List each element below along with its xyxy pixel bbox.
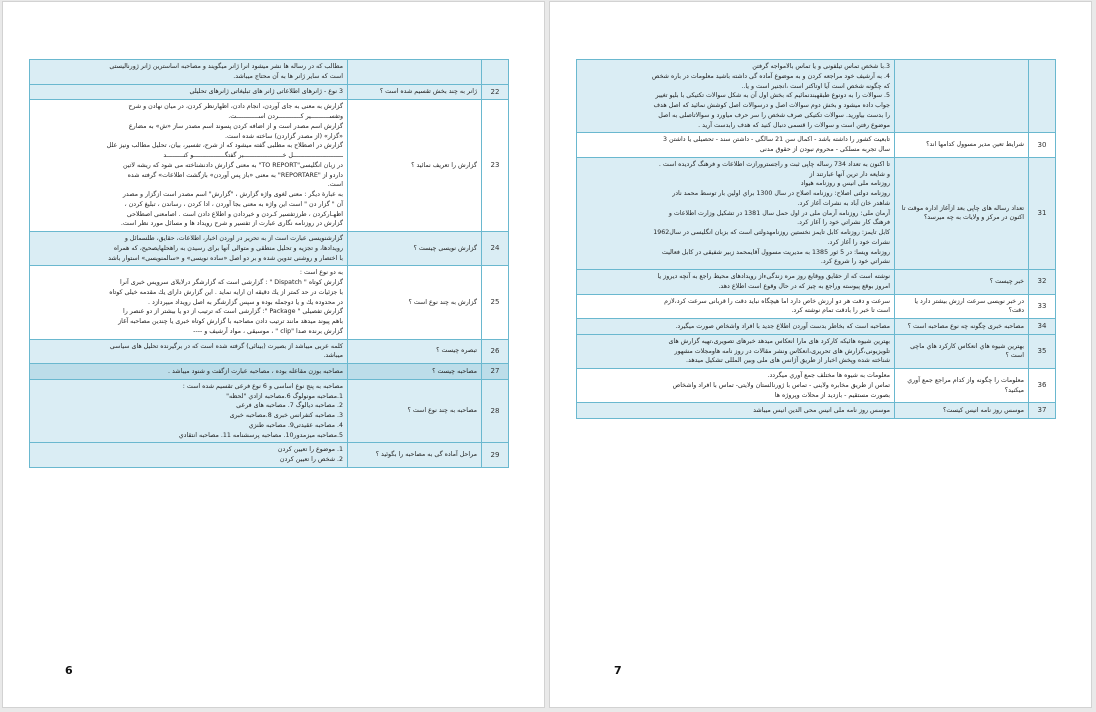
answer-line: 3 نوع - ژانرهای اطلاعاتی ژانر های تبلیغاتی ژانرهای تحلیلی bbox=[189, 88, 343, 96]
answer-line: روزنامه ویسا: در 5 ثور 1385 به مدیریت مسوول آقایمحمد زبیر شفیقی در كابل فعالیت bbox=[661, 248, 890, 256]
question-cell: موسس روز نامه انیس كیست؟ bbox=[895, 403, 1029, 419]
question-cell: گزارش را تعریف نمائید ؟ bbox=[348, 100, 482, 232]
table-row bbox=[30, 339, 509, 364]
answer-cell bbox=[577, 319, 895, 335]
table-row bbox=[577, 369, 1056, 403]
answer-line: تماس از طریق مخابره ولاینی - تماس با ژورنالستان ولایتی- تماس با افراد واشخاص bbox=[672, 381, 890, 389]
answer-line: بصورت مستقیم - بازدید از محلات وپروژه ها bbox=[774, 391, 890, 399]
answer-line: نشراتي خود را شروع كرد. bbox=[820, 258, 890, 266]
row-number: 23 bbox=[482, 100, 509, 232]
question-cell: ژانر به چند بخش تقسیم شده است ؟ bbox=[348, 84, 482, 100]
answer-line: 4. به آرشیف خود مراجعه كردن و به موضوع آماده گی داشته باشید معلومات در باره شخص bbox=[651, 72, 890, 80]
answer-line: شناخته شده وپخش اخبار از طریق آژانس های ملی وبین المللی تشكیل میدهد. bbox=[686, 357, 890, 365]
table-row bbox=[577, 60, 1056, 133]
row-number bbox=[482, 60, 509, 85]
row-number: 29 bbox=[482, 443, 509, 468]
answer-line: آن " گزار دن " است این واژه به معنی بجا آوردن ، ادا كردن ، رساندن ، تبلیغ كردن ، bbox=[124, 200, 343, 208]
table-row bbox=[30, 84, 509, 100]
table-row bbox=[577, 334, 1056, 368]
table-row bbox=[577, 294, 1056, 319]
answer-line: و شایعه دار ترین آنها عبارتند از bbox=[809, 170, 890, 178]
answer-line: ـــــــــــــــــــــــــــل خـــــــــــــــــــــبر گفتگـــــــــــــــــو كنـــــــــد bbox=[163, 152, 343, 160]
qa-table-right bbox=[576, 59, 1056, 419]
answer-line: 2. شخص را تعیین كردن bbox=[279, 456, 343, 464]
answer-line: امروز بوقع پیوسته وراجع به چیز كه در حال وقوع است اطلاع دهد. bbox=[718, 282, 890, 290]
answer-cell bbox=[577, 157, 895, 269]
question-cell: گزارش نویسی چیست ؟ bbox=[348, 232, 482, 266]
question-cell: گزارش به چند نوع است ؟ bbox=[348, 266, 482, 339]
table-row bbox=[30, 379, 509, 443]
answer-line: سال تجربه مسلكی - محروم نبودن از حقوق مدنی bbox=[759, 146, 890, 153]
answer-cell bbox=[30, 60, 348, 85]
page-number-right: 7 bbox=[614, 664, 622, 677]
answer-line: تابعیت كشور را داشته باشد - اكمال سن 21 سالگی - داشتن سند - تحصیلی یا داشتن 3 bbox=[663, 136, 890, 144]
answer-line: 2. مصاحبه دیالوگ 7. مصاحبه های فرعی bbox=[236, 402, 343, 410]
row-number bbox=[1029, 60, 1056, 133]
answer-cell bbox=[30, 100, 348, 232]
answer-line: به عبارة دیگر : معنی لغوی واژه گزارش ، "گزارش" اسم مصدر است ازگزار و مصدر bbox=[122, 191, 343, 199]
table-row bbox=[577, 133, 1056, 158]
answer-line: فرهنگ كار نشراتي خود را آغاز كرد. bbox=[797, 219, 890, 227]
answer-line: 3.با شخص تماس تیلفونی و یا تماس بالامواجه گرفتن bbox=[752, 63, 890, 70]
answer-cell bbox=[577, 294, 895, 319]
answer-line: مطالب كه در رساله ها نشر میشود انرا ژانر میگویند و مصاحبه اساسترین ژانر ژورنالیستی bbox=[109, 63, 343, 70]
answer-cell bbox=[30, 339, 348, 364]
question-cell: در خبر نویسی سرعت ارزش بیشتر دارد یا دقت؟ bbox=[895, 294, 1029, 319]
answer-cell bbox=[577, 133, 895, 158]
question-cell: مصاحبه چیست ؟ bbox=[348, 364, 482, 380]
question-cell: تبصره چیست ؟ bbox=[348, 339, 482, 364]
table-row bbox=[30, 60, 509, 85]
question-cell: خبر چیست ؟ bbox=[895, 270, 1029, 295]
table-row bbox=[30, 443, 509, 468]
question-cell: مصاحبه به چند نوع است ؟ bbox=[348, 379, 482, 443]
answer-line: است كه سایر ژانر ها به آن محتاج میباشد. bbox=[233, 72, 343, 80]
answer-cell bbox=[577, 60, 895, 133]
answer-cell bbox=[577, 270, 895, 295]
row-number: 22 bbox=[482, 84, 509, 100]
table-row bbox=[577, 157, 1056, 269]
table-row bbox=[30, 232, 509, 266]
answer-line: آرمان ملی: روزنامه آرمان ملی در اول حمل سال 1381 در تشكیل وزارت اطلاعات و bbox=[668, 209, 890, 217]
answer-line: در محدوده یك و یا دوجمله بوده و سپس گزارشگر به اصل رویداد میپردازد . bbox=[148, 298, 343, 306]
answer-line: 5.مصاحبه میزمدور10. مصاحبه پرسشنامه 11. مصاحبه انتقادي bbox=[178, 431, 343, 439]
answer-line: نوشته است كه از حقایق ووقایع روز مره زندگیءاز رویدادهای محیط راجع به آنچه دیروز یا bbox=[657, 273, 890, 280]
answer-line: «گزار» (از مصدر گزاردن) ساخته شده است. bbox=[224, 132, 343, 140]
answer-line: مصاحبه به پنج نوع اساسی و 6 نوع فرعی تقسیم شده است : bbox=[182, 382, 343, 390]
answer-cell bbox=[30, 232, 348, 266]
table-row bbox=[577, 319, 1056, 335]
answer-line: رویدادها، و تجزیه و تحلیل منطقی و متوالی آنها برای رسیدن به راهحلهایصحیح، كه همراه bbox=[113, 244, 343, 252]
answer-line: 4. مصاحبه عقیدتی9. مصاحبه طنزي bbox=[248, 421, 343, 429]
answer-line: گزارش برنده صدا "clip " ، موسیقی ، مواد آرشیف و ---- bbox=[193, 327, 343, 335]
question-cell bbox=[348, 60, 482, 85]
answer-line: بهترین شیوه هائیكه كاركرد های مارا انعكاس میدهد خبرهای تصویری،تهیه گزارش های bbox=[668, 337, 890, 345]
answer-line: به دو نوع است : bbox=[299, 269, 343, 277]
answer-line: داردو از "REPORTARE" به معنی «باز پس آوردن» بازگشت اطلاعات» گرفته شده bbox=[127, 171, 343, 179]
table-row bbox=[577, 270, 1056, 295]
answer-line: كلمه عربی میباشد از بصیرت (بینائی) گرفته شده است كه در برگیرنده تحلیل های سیاسی bbox=[109, 342, 343, 350]
answer-line: سرعت و دقت هر دو ارزش خاص دارد اما هیچگاه نباید دقت را قربانی سرعت كرد،لازم bbox=[664, 297, 890, 305]
right-page bbox=[549, 1, 1092, 708]
row-number: 26 bbox=[482, 339, 509, 364]
answer-line: گزارش به معنی به جای آوردن، انجام دادن، اظهارنظر كردن، در میان نهادن و شرح bbox=[128, 103, 343, 111]
row-number: 34 bbox=[1029, 319, 1056, 335]
answer-line: است. bbox=[327, 181, 343, 189]
answer-line: 1.مصاحبه مونولوگ 6.مصاحبه ازادي "لحظه" bbox=[226, 392, 343, 400]
answer-line: میباشد. bbox=[323, 352, 343, 360]
table-row bbox=[30, 266, 509, 339]
answer-line: با جزئیات در حد كمتر از یك دقیقه ان ارایه نماید . این گزارش دارای یك مقدمه خیلی كوتاه bbox=[109, 288, 343, 296]
answer-line: گزارشنویسی عبارت است از به تحریر در اوردن اخبار، اطلاعات، حقایق، طلسمائل و bbox=[124, 235, 343, 243]
question-cell: تعداد رساله های چاپی بعد ازآغاز اداره موقت تا اكنون در مركز و ولایات به چه میرسد؟ bbox=[895, 157, 1029, 269]
answer-line: اظهـاركردن ، طرزتفسیر كـردن و خیردادن و اطلاع دادن است . اصامعنی اصطلاحی bbox=[126, 210, 343, 218]
row-number: 35 bbox=[1029, 334, 1056, 368]
answer-line: موضوع رفتن است و سوالات را قسمی دنبال كنید كه هدف رابدست آرید . bbox=[698, 121, 890, 129]
answer-line: مصاحبه است كه بخاطر بدست آوردن اطلاع جدید با افراد واشخاص صورت میگیرد. bbox=[675, 322, 890, 330]
answer-line: موسس روز نامه ملی انیس محی الدین انیس میباشد bbox=[753, 406, 890, 414]
answer-cell bbox=[30, 379, 348, 443]
answer-line: تا اكنون به تعداد 734 رساله چاپی ثبت و راجسترورازت اطلاعات و فرهنگ گردیده است . bbox=[658, 160, 890, 168]
question-cell: مراحل آماده گی به مصاحبه را بگوئید ؟ bbox=[348, 443, 482, 468]
answer-line: مصاحبه بوزن مقاعله بوده ، مصاحبه عبارت ازگفت و شنود میباشد . bbox=[167, 367, 343, 375]
question-cell bbox=[895, 60, 1029, 133]
answer-line: نشرات خود را آغاز كرد. bbox=[827, 238, 890, 246]
table-row bbox=[577, 403, 1056, 419]
answer-line: شاهدر خان آباد به نشرات آغاز كرد. bbox=[797, 199, 890, 207]
answer-line: گزارش تفصیلی " Package ": گزارشی است كه ترتیب از دو یا بیشتر از دو عنصر را bbox=[122, 308, 343, 316]
page-number-left: 6 bbox=[65, 664, 73, 677]
answer-line: گزارش كوتاه " Dispatch " : گزارشی است كه گزارشگر درلابلای سرویس خبری آنرا bbox=[119, 279, 343, 287]
answer-cell bbox=[30, 84, 348, 100]
answer-cell bbox=[30, 443, 348, 468]
question-cell: مصاحبه خبری چگونه چه نوع مصاحبه است ؟ bbox=[895, 319, 1029, 335]
answer-line: 5. سوالات را به دونوع طبقهبندنمائیم كه بخش اول آن به شكل سوالات تكتیكی با بلیو تغییر bbox=[655, 92, 890, 100]
answer-cell bbox=[577, 334, 895, 368]
answer-line: با اختصار و روشنی تدوین شده و بر دو اصل «ساده نویسی» و «سالمنویسی» استوار باشد bbox=[108, 254, 343, 262]
answer-line: گزارش در اصطلاح به مطلبی گفته میشود كه از شرح، تفسیر، بیان، تحلیل مطالب ونیز علل bbox=[106, 142, 343, 150]
row-number: 30 bbox=[1029, 133, 1056, 158]
row-number: 27 bbox=[482, 364, 509, 380]
question-cell: بهترین شیوه هاي انعكاس كاركرد هاي ماچی است ؟ bbox=[895, 334, 1029, 368]
answer-line: جواب داده میشود و بخش دوم سوالات اصل و درسوالات اصل كوشش نمائید كه اصل هدف bbox=[653, 102, 890, 109]
answer-line: وتفســــــــــير كــــــــــــردن اســــــــــــت. bbox=[228, 113, 343, 121]
answer-line: معلومات به شیوه ها مختلف جمع آوري میگردد. bbox=[767, 372, 890, 380]
answer-line: 1. موضوع را تعیین كردن bbox=[277, 446, 343, 454]
row-number: 33 bbox=[1029, 294, 1056, 319]
row-number: 32 bbox=[1029, 270, 1056, 295]
answer-line: روزنامه دولتی اصلاح: روزنامه اصلاح در سال 1300 براي اولین بار توسط محمد نادر bbox=[672, 190, 890, 197]
answer-line: در زبان انگلیسی"TO REPORT" به معنی گزارش دادنشناخته می شود كه ریشه لاتین bbox=[122, 161, 343, 169]
answer-line: باهم پیوند میدهد مانند ترتیب دادن مصاحبه با گزارش كوتاه خبری یا چندین مصاحبه آغاز bbox=[118, 318, 343, 326]
qa-table-left bbox=[29, 59, 509, 468]
table-row bbox=[30, 364, 509, 380]
left-page bbox=[2, 1, 545, 708]
row-number: 24 bbox=[482, 232, 509, 266]
row-number: 31 bbox=[1029, 157, 1056, 269]
answer-cell bbox=[577, 369, 895, 403]
answer-line: گزارش اسم مصدر است و از اضافه كردن پسوند اسم مصدر ساز «ش» به مضارع bbox=[128, 122, 343, 130]
question-cell: معلومات را چگونه واز كدام مراجع جمع آوري میكنید؟ bbox=[895, 369, 1029, 403]
answer-line: تلویزیونی،گزارش های تحریری،انعكاس ونشر مقالات در روز نامه هاومجلات مشهور bbox=[674, 347, 890, 355]
answer-line: كابل تایمز: روزنامه كابل تایمز نخستین روزنامهدولتی است كه بزبان انگلیسی در سال1962 bbox=[653, 229, 890, 236]
answer-line: گزارش در روزنامه نگاری عبارت از تفسیر و شرح رویداد ها و مسائل مورد نظر است. bbox=[120, 220, 343, 228]
answer-cell bbox=[30, 266, 348, 339]
answer-line: روزنامه ملی انیس و روزنامه هیواد bbox=[800, 180, 890, 188]
answer-cell bbox=[577, 403, 895, 419]
row-number: 36 bbox=[1029, 369, 1056, 403]
answer-line: است تا خبر را بادقت تمام نوشته كرد. bbox=[791, 307, 890, 315]
question-cell: شرایط تعین مدیر مسوول كدامها اند؟ bbox=[895, 133, 1029, 158]
table-row bbox=[30, 100, 509, 232]
row-number: 37 bbox=[1029, 403, 1056, 419]
answer-line: كه چگونه شخص است آیا اوتاكتر است ،انجنیر است و یا.. bbox=[741, 82, 890, 90]
answer-cell bbox=[30, 364, 348, 380]
answer-line: 3. مصاحبه كنفرانس خبری 8.مصاحبه خبری bbox=[229, 412, 343, 420]
row-number: 25 bbox=[482, 266, 509, 339]
answer-line: را بدست بیاورید. سوالات تكتیكی صرف شخص را سر حرف میاورد و سوالاتاصلی به اصل bbox=[658, 111, 890, 119]
row-number: 28 bbox=[482, 379, 509, 443]
